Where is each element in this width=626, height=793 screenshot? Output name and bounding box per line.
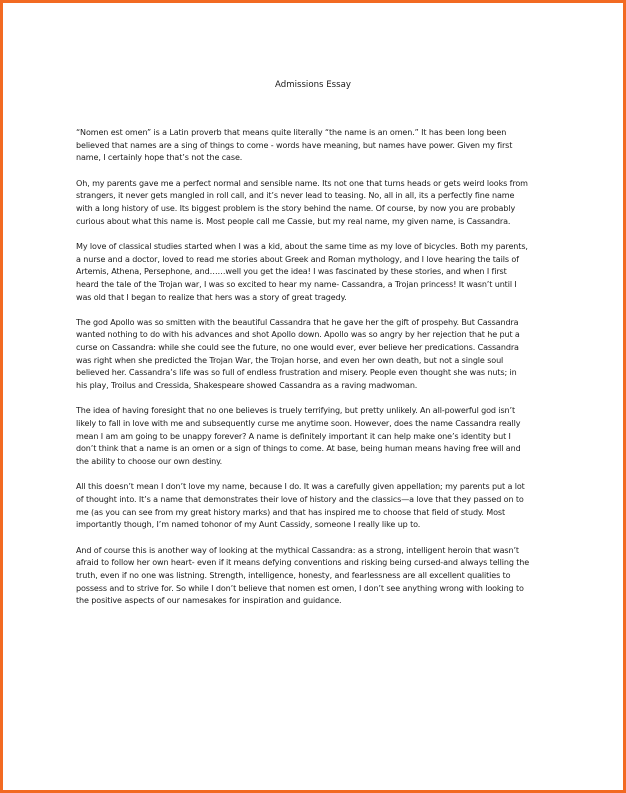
paragraph-line: possess and to strive for. So while I don’t believe that nomen est omen, I don’t see anything wrong with looking to [76,583,524,593]
essay-paragraph [76,241,561,304]
paragraph-line: And of course this is another way of looking at the mythical Cassandra: as a strong, intelligent heroin that wasn’t [76,545,519,555]
paragraph-line: the ability to choose our own destiny. [76,457,223,466]
paragraph-line: the positive aspects of our namesakes for inspiration and guidance. [76,596,342,606]
paragraph-line: All this doesn’t mean I don’t love my name, because I do. It was a carefully given appellation; my parents put a lot [76,482,525,492]
paragraph-line: wanted nothing to do with his advances and shot Apollo down. Apollo was so angry by her rejection that he put a [76,330,520,340]
paragraph-line: afraid to follow her own heart- even if it means defying conventions and risking being cursed-and always telling the [76,558,530,568]
paragraph-line: truth, even if no one was listning. Strength, intelligence, honesty, and fearlessness are all excellent qualities to [76,570,511,580]
paragraph-line: was right when she predicted the Trojan War, the Trojan horse, and even her own death, but not a single soul [76,355,504,365]
paragraph-line: his play, Troilus and Cressida, Shakespeare showed Cassandra as a raving madwoman. [76,381,418,391]
essay-paragraph [76,127,561,165]
paragraph-line: “Nomen est omen” is a Latin proverb that means quite literally “the name is an omen.” It has been long been [76,128,507,137]
paragraph-line: name, I certainly hope that’s not the case. [76,153,243,163]
paragraph-line: The idea of having foresight that no one believes is truely terrifying, but pretty unlikely. An all-powerful god isn’t [76,406,515,416]
paragraph-line: likely to fall in love with me and subsequently curse me anytime soon. However, does the name Cassandra really [76,419,521,429]
paragraph-line: heard the tale of the Trojan war, I was so excited to hear my name- Cassandra, a Trojan princess! It wasn’t until I [76,279,517,289]
document-title: Admissions Essay [275,80,351,90]
paragraph-line: Artemis, Athena, Persephone, and……well you get the idea! I was fascinated by these stories, and when I first [76,267,507,277]
paragraph-line: importantly though, I’m named tohonor of my Aunt Cassidy, someone I really like up to. [76,520,421,530]
paragraph-line: of thought into. It’s a name that demonstrates their love of history and the classics—a love that they passed on to [76,494,524,504]
paragraph-line: a nurse and a doctor, loved to read me stories about Greek and Roman mythology, and I love hearing the tails of [76,254,519,264]
paragraph-line: My love of classical studies started when I was a kid, about the same time as my love of bicycles. Both my parents, [76,241,528,251]
paragraph-line: me (as you can see from my great history marks) and that has inspired me to choose that field of study. Most [76,507,506,517]
essay-paragraph [76,545,561,608]
paragraph-line: don’t think that a name is an omen or a sign of things to come. At base, being human means having free will and [76,444,521,454]
paragraph-line: with a long history of use. Its biggest problem is the story behind the name. Of course, by now you are probably [76,203,516,213]
essay-paragraph [76,481,561,532]
essay-paragraph [76,405,561,468]
essay-paragraph [76,178,561,229]
essay-paragraph [76,317,561,393]
paragraph-line: strangers, it never gets mangled in roll call, and it’s never lead to teasing. No, all in all, its a perfectly fine name [76,191,515,201]
paragraph-line: curious about what this name is. Most people call me Cassie, but my real name, my given name, is Cassandra. [76,216,511,226]
paragraph-line: The god Apollo was so smitten with the beautiful Cassandra that he gave her the gift of prospehy. But Cassandra [76,317,519,327]
paragraph-line: was old that I began to realize that hers was a story of great tragedy. [76,292,347,302]
paragraph-line: curse on Cassandra: while she could see the future, no one would ever, ever believe her predications. Cassandra [76,343,519,353]
paragraph-line: believed her. Cassandra’s life was so full of endless frustration and misery. People even thought she was nuts; in [76,368,517,378]
paragraph-line: Oh, my parents gave me a perfect normal and sensible name. Its not one that turns heads or gets weird looks from [76,178,528,188]
essay-body [76,127,561,620]
paragraph-line: believed that names are a sing of things to come - words have meaning, but names have power. Given my first [76,140,513,150]
paragraph-line: mean I am am going to be unappy forever? A name is definitely important it can help make one’s identity but I [76,431,511,441]
